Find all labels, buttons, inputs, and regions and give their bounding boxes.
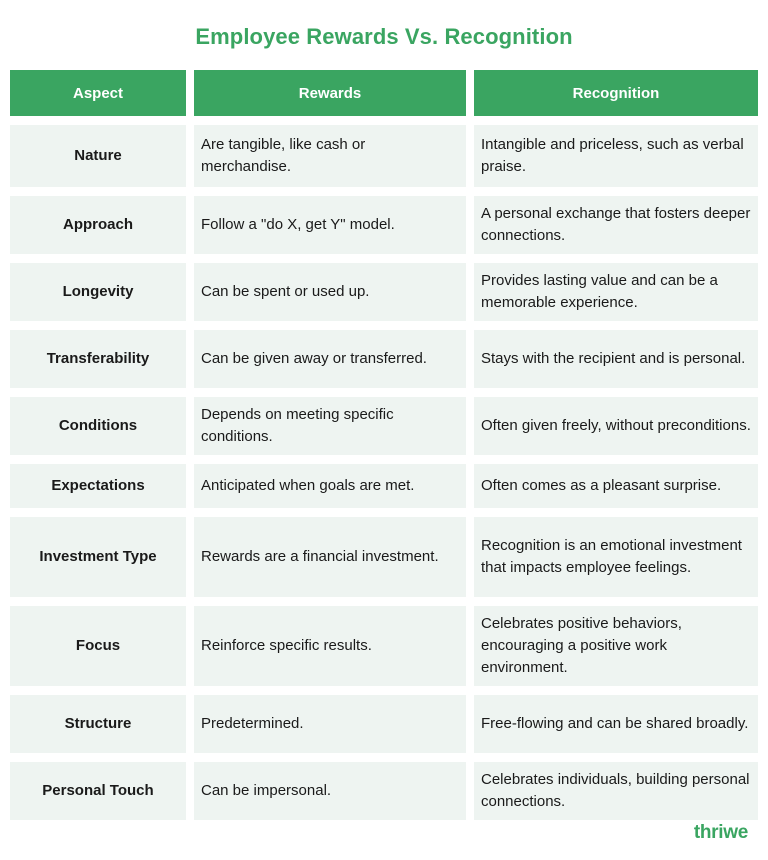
row-aspect: Approach [10,196,186,254]
row-rewards: Can be given away or transferred. [194,330,466,388]
row-rewards: Reinforce specific results. [194,606,466,686]
row-rewards: Depends on meeting specific conditions. [194,397,466,455]
row-rewards: Rewards are a financial investment. [194,517,466,597]
header-rewards: Rewards [194,70,466,116]
row-recognition: Stays with the recipient and is personal. [474,330,758,388]
thriwe-logo: thriwe [693,822,748,843]
comparison-table [10,70,758,820]
row-aspect: Conditions [10,397,186,455]
row-aspect: Focus [10,606,186,686]
header-aspect: Aspect [10,70,186,116]
row-recognition: Celebrates positive behaviors, encouraging a positive work environment. [474,606,758,686]
row-aspect: Longevity [10,263,186,321]
row-rewards: Are tangible, like cash or merchandise. [194,125,466,187]
row-recognition: Intangible and priceless, such as verbal praise. [474,125,758,187]
row-rewards: Can be impersonal. [194,762,466,820]
row-recognition: A personal exchange that fosters deeper connections. [474,196,758,254]
row-aspect: Investment Type [10,517,186,597]
row-rewards: Follow a "do X, get Y" model. [194,196,466,254]
row-recognition: Often given freely, without preconditions. [474,397,758,455]
row-recognition: Recognition is an emotional investment that impacts employee feelings. [474,517,758,597]
row-aspect: Nature [10,125,186,187]
row-aspect: Structure [10,695,186,753]
row-aspect: Personal Touch [10,762,186,820]
row-rewards: Predetermined. [194,695,466,753]
row-aspect: Expectations [10,464,186,508]
header-recognition: Recognition [474,70,758,116]
row-rewards: Anticipated when goals are met. [194,464,466,508]
row-recognition: Often comes as a pleasant surprise. [474,464,758,508]
page-title: Employee Rewards Vs. Recognition [195,24,573,49]
row-recognition: Free-flowing and can be shared broadly. [474,695,758,753]
row-recognition: Celebrates individuals, building personal connections. [474,762,758,820]
row-recognition: Provides lasting value and can be a memorable experience. [474,263,758,321]
row-aspect: Transferability [10,330,186,388]
row-rewards: Can be spent or used up. [194,263,466,321]
